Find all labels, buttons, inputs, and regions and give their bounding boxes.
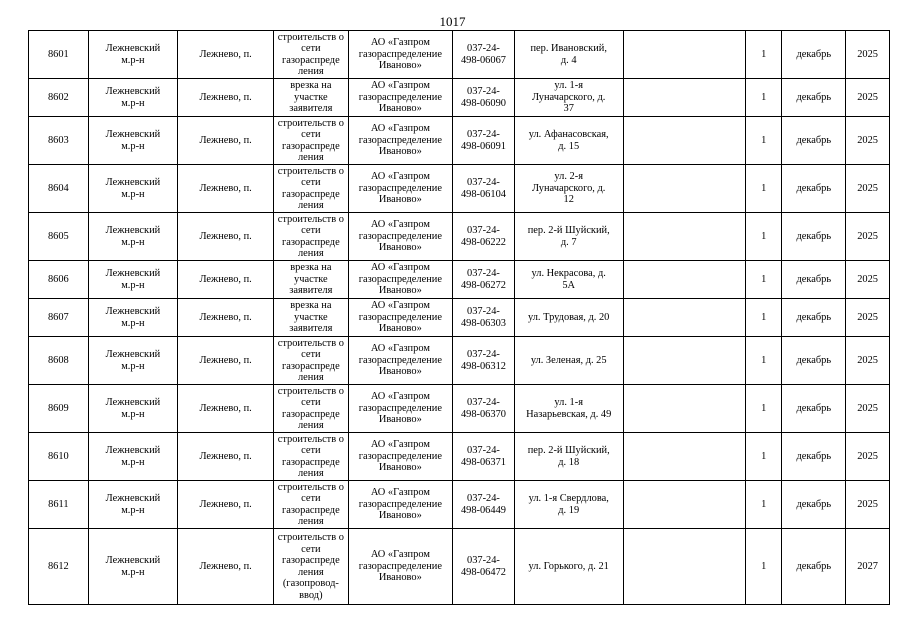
month-cell: декабрь	[782, 299, 846, 337]
work-type-cell: строительств о сети газораспреде ления	[274, 481, 349, 529]
object-code-cell: 037-24- 498-06272	[453, 261, 515, 299]
address-cell: пер. Ивановский, д. 4	[514, 31, 623, 79]
table-row	[29, 117, 890, 165]
settlement-cell: Лежнево, п.	[178, 261, 274, 299]
object-code-cell: 037-24- 498-06091	[453, 117, 515, 165]
table-row	[29, 31, 890, 79]
address-cell: пер. 2-й Шуйский, д. 7	[514, 213, 623, 261]
row-number: 8611	[29, 481, 89, 529]
row-number: 8610	[29, 433, 89, 481]
organization-cell: АО «Газпром газораспределение Иваново»	[348, 299, 452, 337]
organization-cell: АО «Газпром газораспределение Иваново»	[348, 385, 452, 433]
empty-cell	[623, 117, 746, 165]
table-row	[29, 385, 890, 433]
district-cell: Лежневский м.р-н	[88, 165, 178, 213]
year-cell: 2025	[846, 299, 890, 337]
empty-cell	[623, 299, 746, 337]
year-cell: 2025	[846, 433, 890, 481]
organization-cell: АО «Газпром газораспределение Иваново»	[348, 433, 452, 481]
district-cell: Лежневский м.р-н	[88, 385, 178, 433]
organization-cell: АО «Газпром газораспределение Иваново»	[348, 165, 452, 213]
work-type-cell: строительств о сети газораспреде ления	[274, 433, 349, 481]
work-type-cell: врезка на участке заявителя	[274, 79, 349, 117]
work-type-cell: строительств о сети газораспреде ления	[274, 385, 349, 433]
row-number: 8606	[29, 261, 89, 299]
quantity-cell: 1	[746, 433, 782, 481]
quantity-cell: 1	[746, 337, 782, 385]
work-type-cell: врезка на участке заявителя	[274, 299, 349, 337]
work-type-cell: строительств о сети газораспреде ления	[274, 31, 349, 79]
month-cell: декабрь	[782, 433, 846, 481]
quantity-cell: 1	[746, 79, 782, 117]
address-cell: ул. Трудовая, д. 20	[514, 299, 623, 337]
object-code-cell: 037-24- 498-06303	[453, 299, 515, 337]
empty-cell	[623, 213, 746, 261]
settlement-cell: Лежнево, п.	[178, 337, 274, 385]
year-cell: 2025	[846, 165, 890, 213]
organization-cell: АО «Газпром газораспределение Иваново»	[348, 117, 452, 165]
address-cell: ул. 1-я Луначарского, д. 37	[514, 79, 623, 117]
settlement-cell: Лежнево, п.	[178, 117, 274, 165]
month-cell: декабрь	[782, 385, 846, 433]
organization-cell: АО «Газпром газораспределение Иваново»	[348, 481, 452, 529]
organization-cell: АО «Газпром газораспределение Иваново»	[348, 79, 452, 117]
table-row	[29, 165, 890, 213]
settlement-cell: Лежнево, п.	[178, 299, 274, 337]
district-cell: Лежневский м.р-н	[88, 261, 178, 299]
row-number: 8605	[29, 213, 89, 261]
address-cell: ул. 1-я Свердлова, д. 19	[514, 481, 623, 529]
empty-cell	[623, 165, 746, 213]
object-code-cell: 037-24- 498-06090	[453, 79, 515, 117]
year-cell: 2025	[846, 481, 890, 529]
object-code-cell: 037-24- 498-06449	[453, 481, 515, 529]
table-row	[29, 337, 890, 385]
settlement-cell: Лежнево, п.	[178, 433, 274, 481]
object-code-cell: 037-24- 498-06104	[453, 165, 515, 213]
row-number: 8601	[29, 31, 89, 79]
work-type-cell: строительств о сети газораспреде ления (газопровод- ввод)	[274, 529, 349, 605]
district-cell: Лежневский м.р-н	[88, 79, 178, 117]
row-number: 8602	[29, 79, 89, 117]
year-cell: 2025	[846, 31, 890, 79]
row-number: 8609	[29, 385, 89, 433]
work-type-cell: строительств о сети газораспреде ления	[274, 337, 349, 385]
quantity-cell: 1	[746, 529, 782, 605]
month-cell: декабрь	[782, 165, 846, 213]
district-cell: Лежневский м.р-н	[88, 337, 178, 385]
year-cell: 2025	[846, 337, 890, 385]
empty-cell	[623, 79, 746, 117]
empty-cell	[623, 481, 746, 529]
address-cell: ул. Некрасова, д. 5А	[514, 261, 623, 299]
address-cell: ул. 2-я Луначарского, д. 12	[514, 165, 623, 213]
settlement-cell: Лежнево, п.	[178, 79, 274, 117]
month-cell: декабрь	[782, 481, 846, 529]
work-type-cell: строительств о сети газораспреде ления	[274, 117, 349, 165]
object-code-cell: 037-24- 498-06472	[453, 529, 515, 605]
year-cell: 2027	[846, 529, 890, 605]
district-cell: Лежневский м.р-н	[88, 433, 178, 481]
object-code-cell: 037-24- 498-06370	[453, 385, 515, 433]
month-cell: декабрь	[782, 261, 846, 299]
month-cell: декабрь	[782, 117, 846, 165]
year-cell: 2025	[846, 261, 890, 299]
settlement-cell: Лежнево, п.	[178, 529, 274, 605]
table-row	[29, 261, 890, 299]
settlement-cell: Лежнево, п.	[178, 385, 274, 433]
district-cell: Лежневский м.р-н	[88, 529, 178, 605]
organization-cell: АО «Газпром газораспределение Иваново»	[348, 261, 452, 299]
year-cell: 2025	[846, 385, 890, 433]
organization-cell: АО «Газпром газораспределение Иваново»	[348, 529, 452, 605]
district-cell: Лежневский м.р-н	[88, 31, 178, 79]
month-cell: декабрь	[782, 213, 846, 261]
page-number: 1017	[439, 14, 466, 29]
object-code-cell: 037-24- 498-06371	[453, 433, 515, 481]
table-row	[29, 433, 890, 481]
month-cell: декабрь	[782, 337, 846, 385]
address-cell: пер. 2-й Шуйский, д. 18	[514, 433, 623, 481]
row-number: 8603	[29, 117, 89, 165]
object-code-cell: 037-24- 498-06222	[453, 213, 515, 261]
empty-cell	[623, 529, 746, 605]
quantity-cell: 1	[746, 117, 782, 165]
organization-cell: АО «Газпром газораспределение Иваново»	[348, 213, 452, 261]
district-cell: Лежневский м.р-н	[88, 213, 178, 261]
address-cell: ул. Афанасовская, д. 15	[514, 117, 623, 165]
table-row	[29, 299, 890, 337]
year-cell: 2025	[846, 213, 890, 261]
empty-cell	[623, 31, 746, 79]
address-cell: ул. Горького, д. 21	[514, 529, 623, 605]
settlement-cell: Лежнево, п.	[178, 165, 274, 213]
year-cell: 2025	[846, 79, 890, 117]
address-cell: ул. Зеленая, д. 25	[514, 337, 623, 385]
row-number: 8608	[29, 337, 89, 385]
table-row	[29, 529, 890, 605]
quantity-cell: 1	[746, 385, 782, 433]
district-cell: Лежневский м.р-н	[88, 481, 178, 529]
year-cell: 2025	[846, 117, 890, 165]
empty-cell	[623, 385, 746, 433]
quantity-cell: 1	[746, 299, 782, 337]
row-number: 8607	[29, 299, 89, 337]
address-cell: ул. 1-я Назарьевская, д. 49	[514, 385, 623, 433]
work-type-cell: строительств о сети газораспреде ления	[274, 213, 349, 261]
organization-cell: АО «Газпром газораспределение Иваново»	[348, 31, 452, 79]
object-code-cell: 037-24- 498-06067	[453, 31, 515, 79]
work-type-cell: строительств о сети газораспреде ления	[274, 165, 349, 213]
settlement-cell: Лежнево, п.	[178, 213, 274, 261]
district-cell: Лежневский м.р-н	[88, 299, 178, 337]
row-number: 8612	[29, 529, 89, 605]
object-code-cell: 037-24- 498-06312	[453, 337, 515, 385]
table-row	[29, 481, 890, 529]
empty-cell	[623, 433, 746, 481]
work-type-cell: врезка на участке заявителя	[274, 261, 349, 299]
quantity-cell: 1	[746, 213, 782, 261]
month-cell: декабрь	[782, 79, 846, 117]
organization-cell: АО «Газпром газораспределение Иваново»	[348, 337, 452, 385]
settlement-cell: Лежнево, п.	[178, 481, 274, 529]
settlement-cell: Лежнево, п.	[178, 31, 274, 79]
table-row	[29, 213, 890, 261]
empty-cell	[623, 337, 746, 385]
quantity-cell: 1	[746, 261, 782, 299]
table-row	[29, 79, 890, 117]
quantity-cell: 1	[746, 165, 782, 213]
month-cell: декабрь	[782, 529, 846, 605]
quantity-cell: 1	[746, 481, 782, 529]
district-cell: Лежневский м.р-н	[88, 117, 178, 165]
quantity-cell: 1	[746, 31, 782, 79]
gas-network-register-table	[28, 30, 890, 605]
empty-cell	[623, 261, 746, 299]
month-cell: декабрь	[782, 31, 846, 79]
row-number: 8604	[29, 165, 89, 213]
